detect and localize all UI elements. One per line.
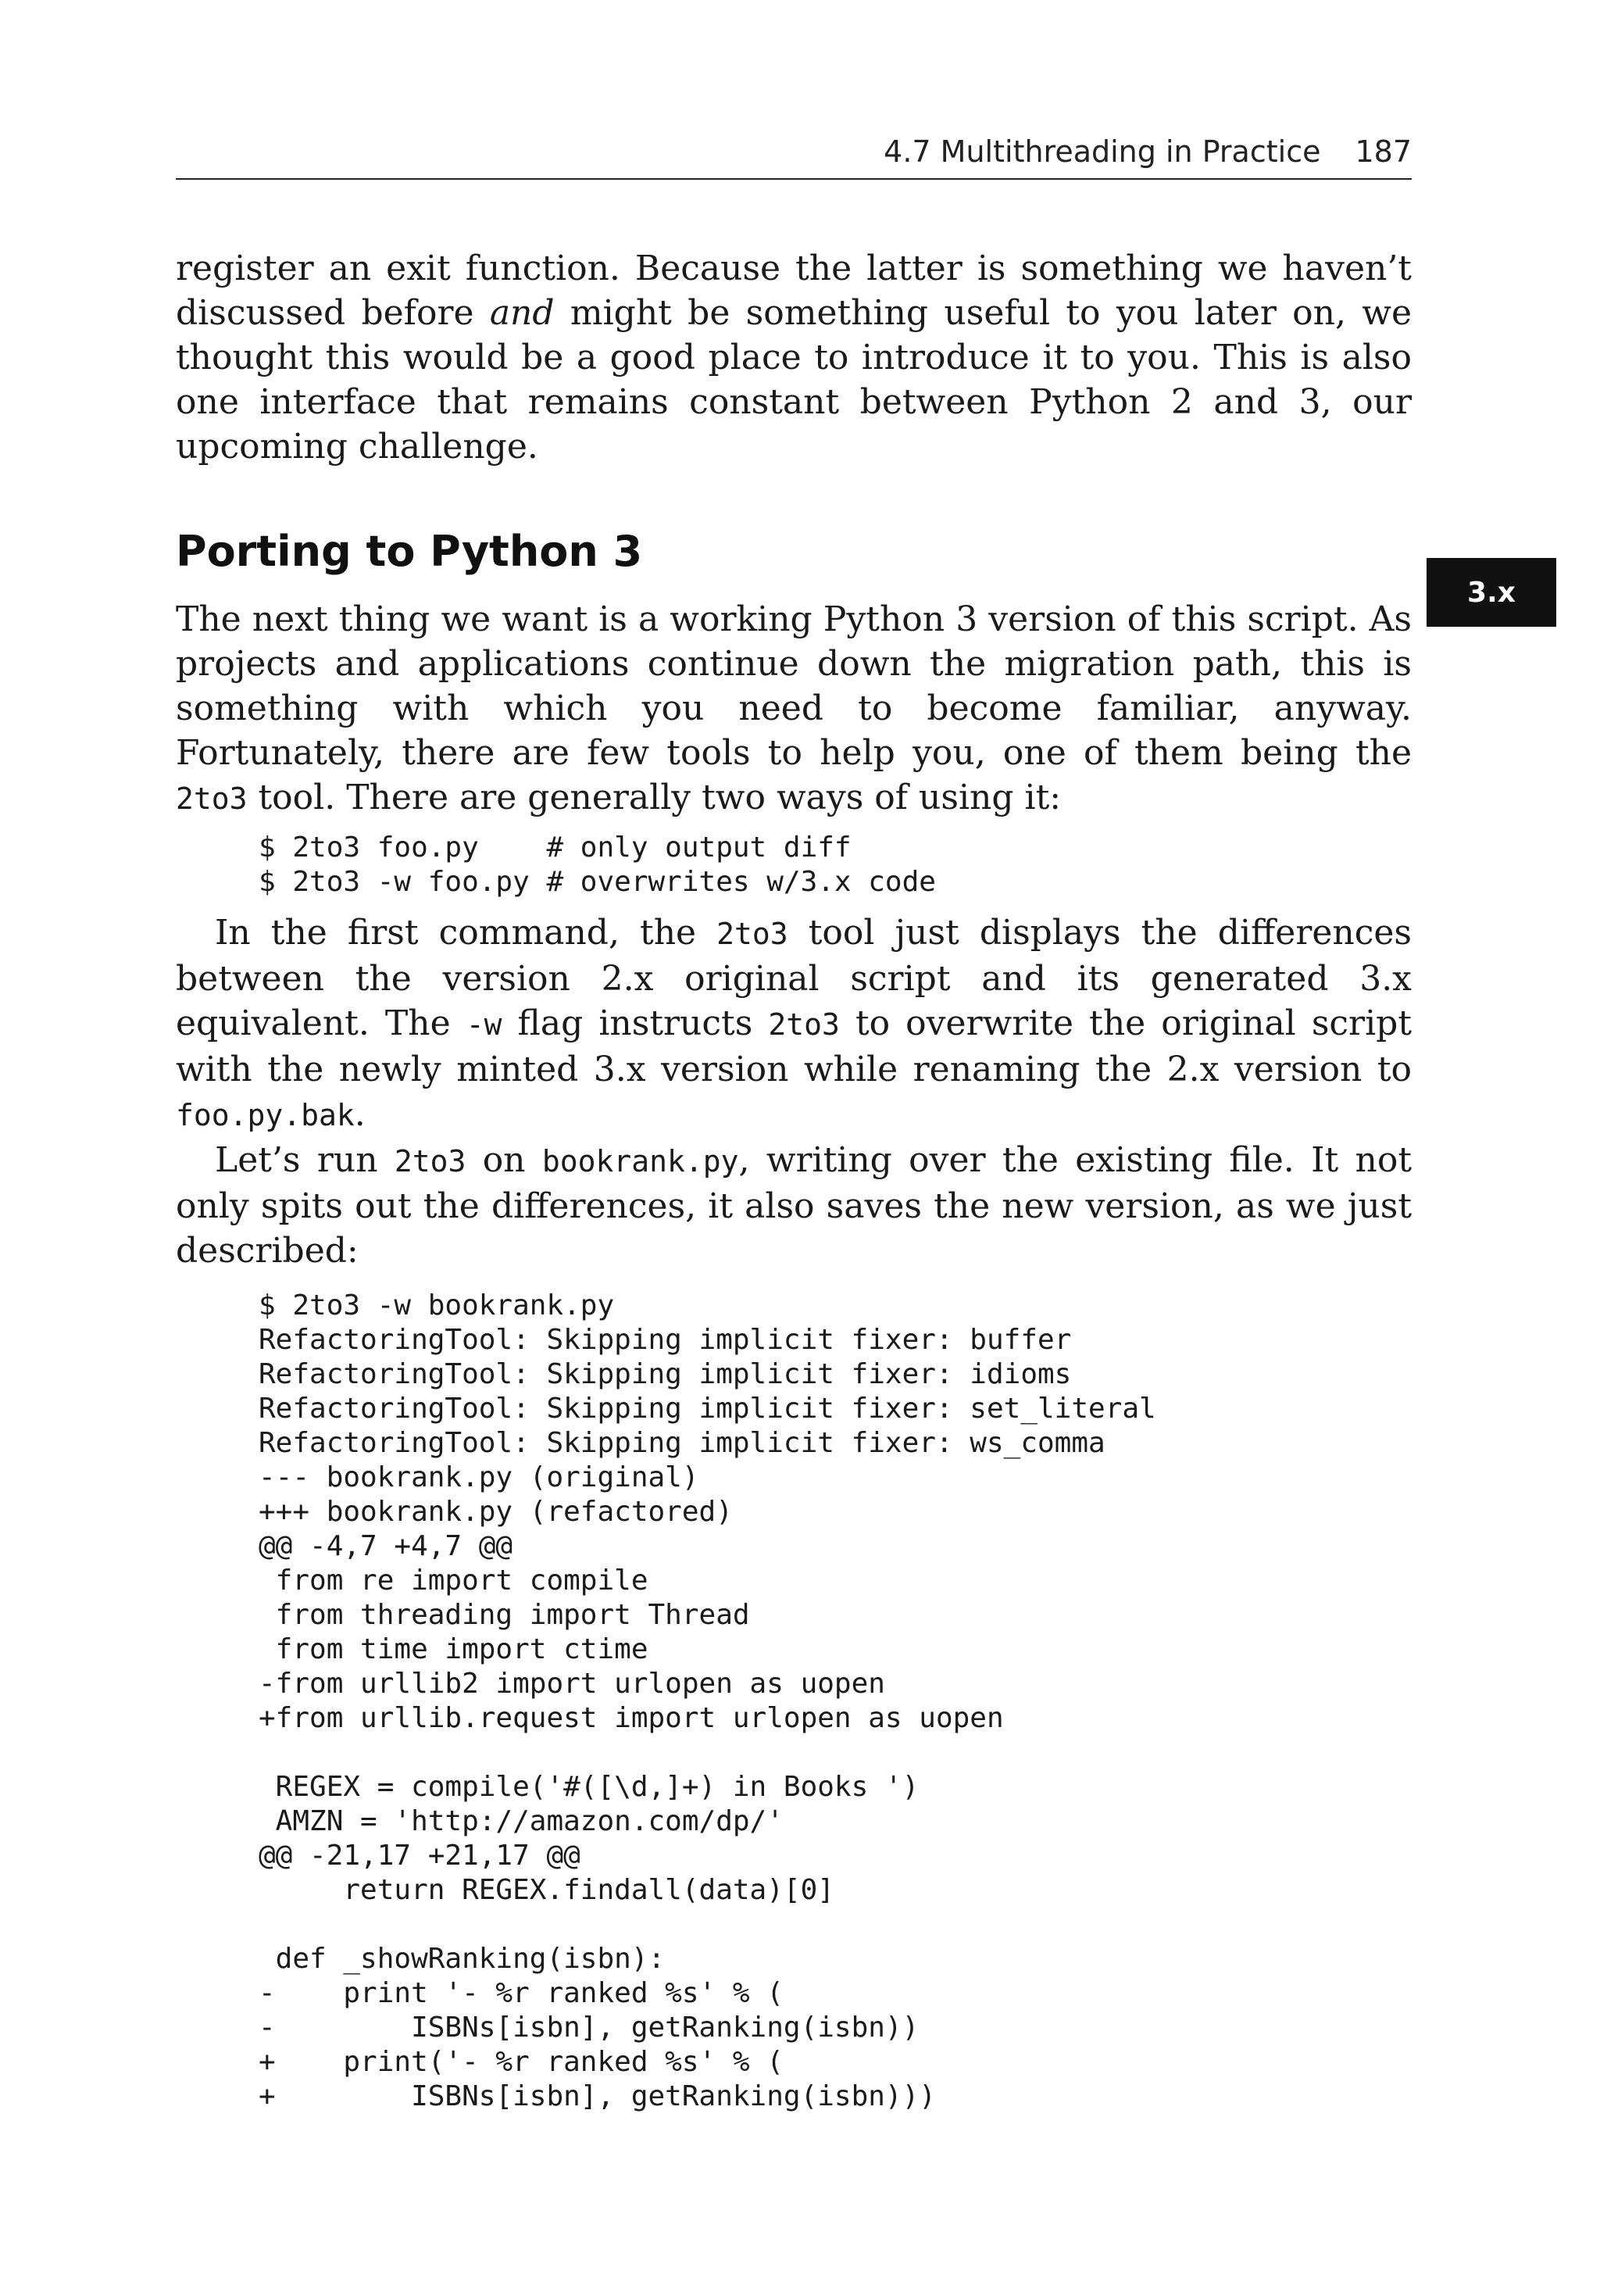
code-block-usage: $ 2to3 foo.py # only output diff $ 2to3 -w foo.py # overwrites w/3.x code	[259, 831, 936, 898]
explanation-paragraph	[176, 910, 1412, 1138]
running-head-section: 4.7 Multithreading in Practice	[884, 134, 1321, 169]
inline-code-w-flag: -w	[466, 1007, 502, 1042]
run-text-1: Let’s run	[215, 1140, 395, 1180]
running-head	[176, 125, 1412, 180]
porting-text-1: The next thing we want is a working Python 3 version of this script. As projects and applications continue down the migration path, this is something with which you need to become familiar, anyway. Fortunately, there are few tools to help you, one of them being the	[176, 599, 1412, 773]
run-paragraph	[176, 1138, 1412, 1273]
intro-text-2: might be something useful to you later on, we thought this would be a good place to introduce it to you. This is also one interface that remains constant between Python 2 and 3, our upcoming challenge.	[176, 293, 1412, 467]
intro-text-1: register an exit function. Because the latter is something we haven’t discussed before	[176, 249, 1412, 333]
porting-paragraph	[176, 597, 1412, 821]
inline-code-2to3: 2to3	[394, 1144, 466, 1178]
run-text-2: on	[466, 1140, 542, 1180]
page-body	[176, 246, 1412, 2125]
inline-code-script: bookrank.py	[541, 1144, 739, 1178]
explanation-text-2: tool just displays the differences between the version 2.x original script and its generated 3.x equivalent. The	[176, 913, 1412, 1043]
intro-emphasis: and	[489, 293, 555, 333]
explanation-text-4: to overwrite the original script with the newly minted 3.x version while renaming the 2.x version to	[176, 1003, 1412, 1089]
explanation-text-3: flag instructs	[502, 1003, 769, 1043]
section-heading: Porting to Python 3	[176, 527, 643, 576]
inline-code-2to3: 2to3	[176, 781, 248, 816]
python3-margin-tab: 3.x	[1427, 558, 1556, 627]
page-number: 187	[1355, 134, 1412, 169]
code-block-diff-output: $ 2to3 -w bookrank.py RefactoringTool: Skipping implicit fixer: buffer RefactoringTool: Skipping implicit fixer: idioms RefactoringTool: Skipping implicit fixer: set_literal RefactoringTool: Skipping implicit fixer: ws_comma --- bookrank.py (original) +++ bookrank.py (refactored) @@ -4,7 +4,7 @@ from re import compile from threading import Thread from time import ctime -from urllib2 import urlopen as uopen +from urllib.request import urlopen as uopen REGEX = compile('#([\d,]+) in Books ') AMZN = 'http://amazon.com/dp/' @@ -21,17 +21,17 @@ return REGEX.findall(data)[0] def _showRanking(isbn): - print '- %r ranked %s' % ( - ISBNs[isbn], getRanking(isbn)) + print('- %r ranked %s' % ( + ISBNs[isbn], getRanking(isbn)))	[259, 1289, 1156, 2112]
inline-code-2to3: 2to3	[768, 1007, 840, 1042]
inline-code-filename: foo.py.bak	[176, 1098, 355, 1132]
explanation-text-5: .	[354, 1094, 366, 1134]
run-text-3: , writing over the existing file. It not only spits out the differences, it also saves the new version, as we just described:	[176, 1140, 1412, 1271]
explanation-text-1: In the first command, the	[215, 913, 717, 953]
intro-paragraph	[176, 246, 1412, 469]
inline-code-2to3: 2to3	[716, 917, 788, 951]
porting-text-2: tool. There are generally two ways of using it:	[247, 778, 1062, 817]
